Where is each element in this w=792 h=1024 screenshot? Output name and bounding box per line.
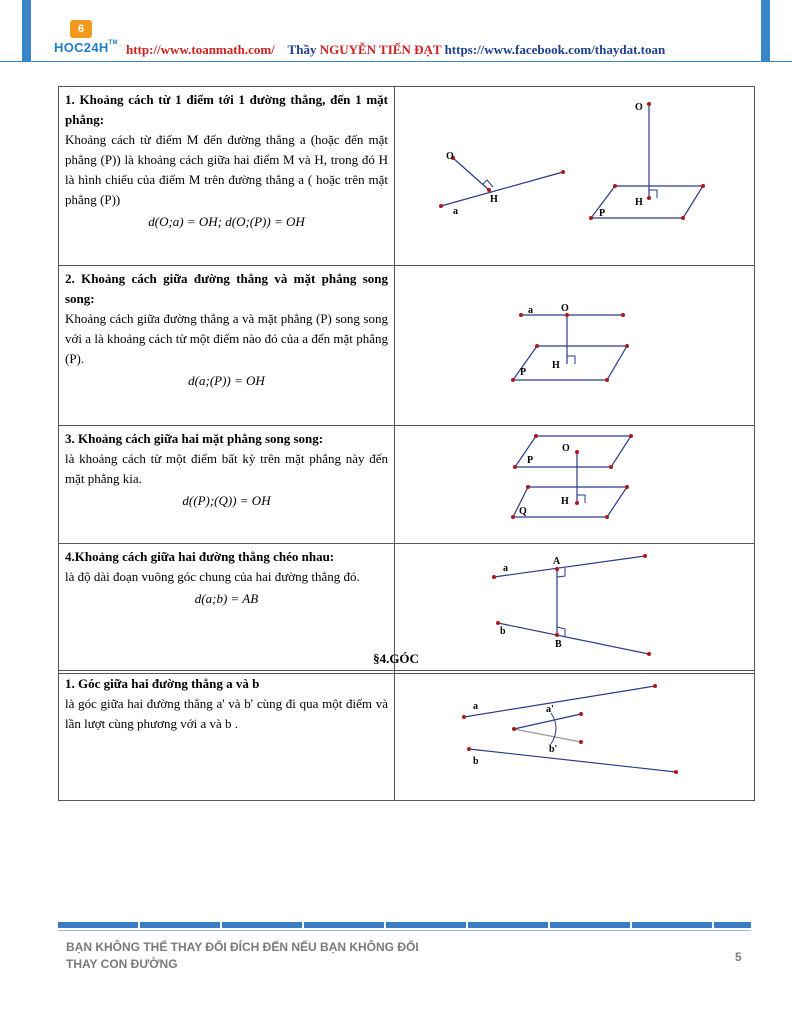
teacher-name: NGUYỄN TIẾN ĐẠT (319, 42, 442, 57)
row-4-title: 4.Khoảng cách giữa hai đường thẳng chéo nhau: (65, 549, 335, 564)
label-p2: P (599, 208, 606, 219)
row-2-title: 2. Khoảng cách giữa đường thẳng và mặt phẳng song song: (65, 271, 388, 306)
row-2-figure (395, 266, 755, 426)
row-1-formula: d(O;a) = OH; d(O;(P)) = OH (148, 214, 305, 229)
label-a: a (473, 701, 478, 712)
row-1-text (59, 87, 395, 266)
angle-table (58, 670, 755, 801)
angle-title: 1. Góc giữa hai đường thẳng a và b (65, 676, 260, 691)
row-3-formula: d((P);(Q)) = OH (182, 493, 271, 508)
row-1-figure (395, 87, 755, 266)
row-1-body: Khoảng cách từ điểm M đến đường thẳng a (hoặc đến mặt phẳng (P)) là khoảng cách giữa hai điểm M và H, trong đó H là hình chiếu của điểm M trên đường thẳng a ( hoặc trên mặt phẳng (P)) (65, 132, 388, 207)
label-a: a (528, 305, 533, 316)
label-o: O (561, 303, 569, 314)
point-distance-diagram (401, 90, 748, 256)
angle-text (59, 671, 395, 801)
label-o: O (562, 443, 570, 454)
label-B: B (555, 639, 562, 650)
footer-rule (58, 930, 751, 931)
website-link[interactable]: http://www.toanmath.com/ (126, 42, 275, 57)
row-3-text (59, 426, 395, 544)
label-h: H (552, 360, 560, 371)
angle-diagram (401, 674, 748, 791)
label-h2: H (635, 197, 643, 208)
label-p: P (520, 367, 527, 378)
label-a: a (503, 563, 508, 574)
row-3-body: là khoảng cách từ một điểm bất kỳ trên mặt phẳng này đến mặt phẳng kia. (65, 451, 388, 486)
line-plane-diagram (401, 269, 748, 416)
logo-brand: HOC24H (54, 40, 109, 55)
label-p: P (527, 455, 534, 466)
plane-plane-diagram (401, 429, 748, 534)
section-title: §4.GÓC (373, 651, 419, 666)
teacher-prefix: Thầy (287, 42, 317, 57)
row-3-title: 3. Khoảng cách giữa hai mặt phẳng song song: (65, 431, 324, 446)
row-2-text (59, 266, 395, 426)
skew-lines-diagram (401, 547, 748, 664)
row-2-formula: d(a;(P)) = OH (188, 373, 265, 388)
label-o1: O (446, 151, 454, 162)
distance-table (58, 86, 755, 674)
label-h: H (561, 496, 569, 507)
footer-bar (58, 922, 751, 928)
row-2-body: Khoảng cách giữa đường thẳng a và mặt phẳng (P) song song với a là khoảng cách từ một điểm nào đó của a đến mặt phẳng (P). (65, 311, 388, 366)
facebook-link[interactable]: https://www.facebook.com/thaydat.toan (444, 42, 666, 57)
hoc24h-logo (54, 20, 124, 60)
footer-slogan: BẠN KHÔNG THỂ THAY ĐỔI ĐÍCH ĐẾN NẾU BẠN KHÔNG ĐỔI THAY CON ĐƯỜNG (66, 940, 419, 971)
row-3-figure (395, 426, 755, 544)
book-icon: 6 (70, 20, 92, 38)
row-4-formula: d(a;b) = AB (194, 591, 259, 606)
row-1-title: 1. Khoảng cách từ 1 điểm tới 1 đường thẳng, đến 1 mặt phẳng: (65, 92, 388, 127)
angle-figure (395, 671, 755, 801)
page-header (48, 18, 768, 62)
label-q: Q (519, 506, 527, 517)
label-a-prime: a' (546, 704, 554, 715)
row-4-body: là độ dài đoạn vuông góc chung của hai đường thẳng đó. (65, 569, 360, 584)
label-b-prime: b' (549, 744, 558, 755)
label-o2: O (635, 102, 643, 113)
label-b: b (473, 756, 479, 767)
angle-body: là góc giữa hai đường thẳng a' và b' cùng đi qua một điểm và lần lượt cùng phương với a và b . (65, 696, 388, 731)
label-A: A (553, 556, 561, 567)
label-h1: H (490, 194, 498, 205)
label-a1: a (453, 206, 458, 217)
page-number: 5 (735, 950, 742, 964)
header-rule (0, 61, 792, 62)
logo-tm: TM (108, 40, 118, 46)
header-left-bar (22, 0, 31, 62)
label-b: b (500, 626, 506, 637)
